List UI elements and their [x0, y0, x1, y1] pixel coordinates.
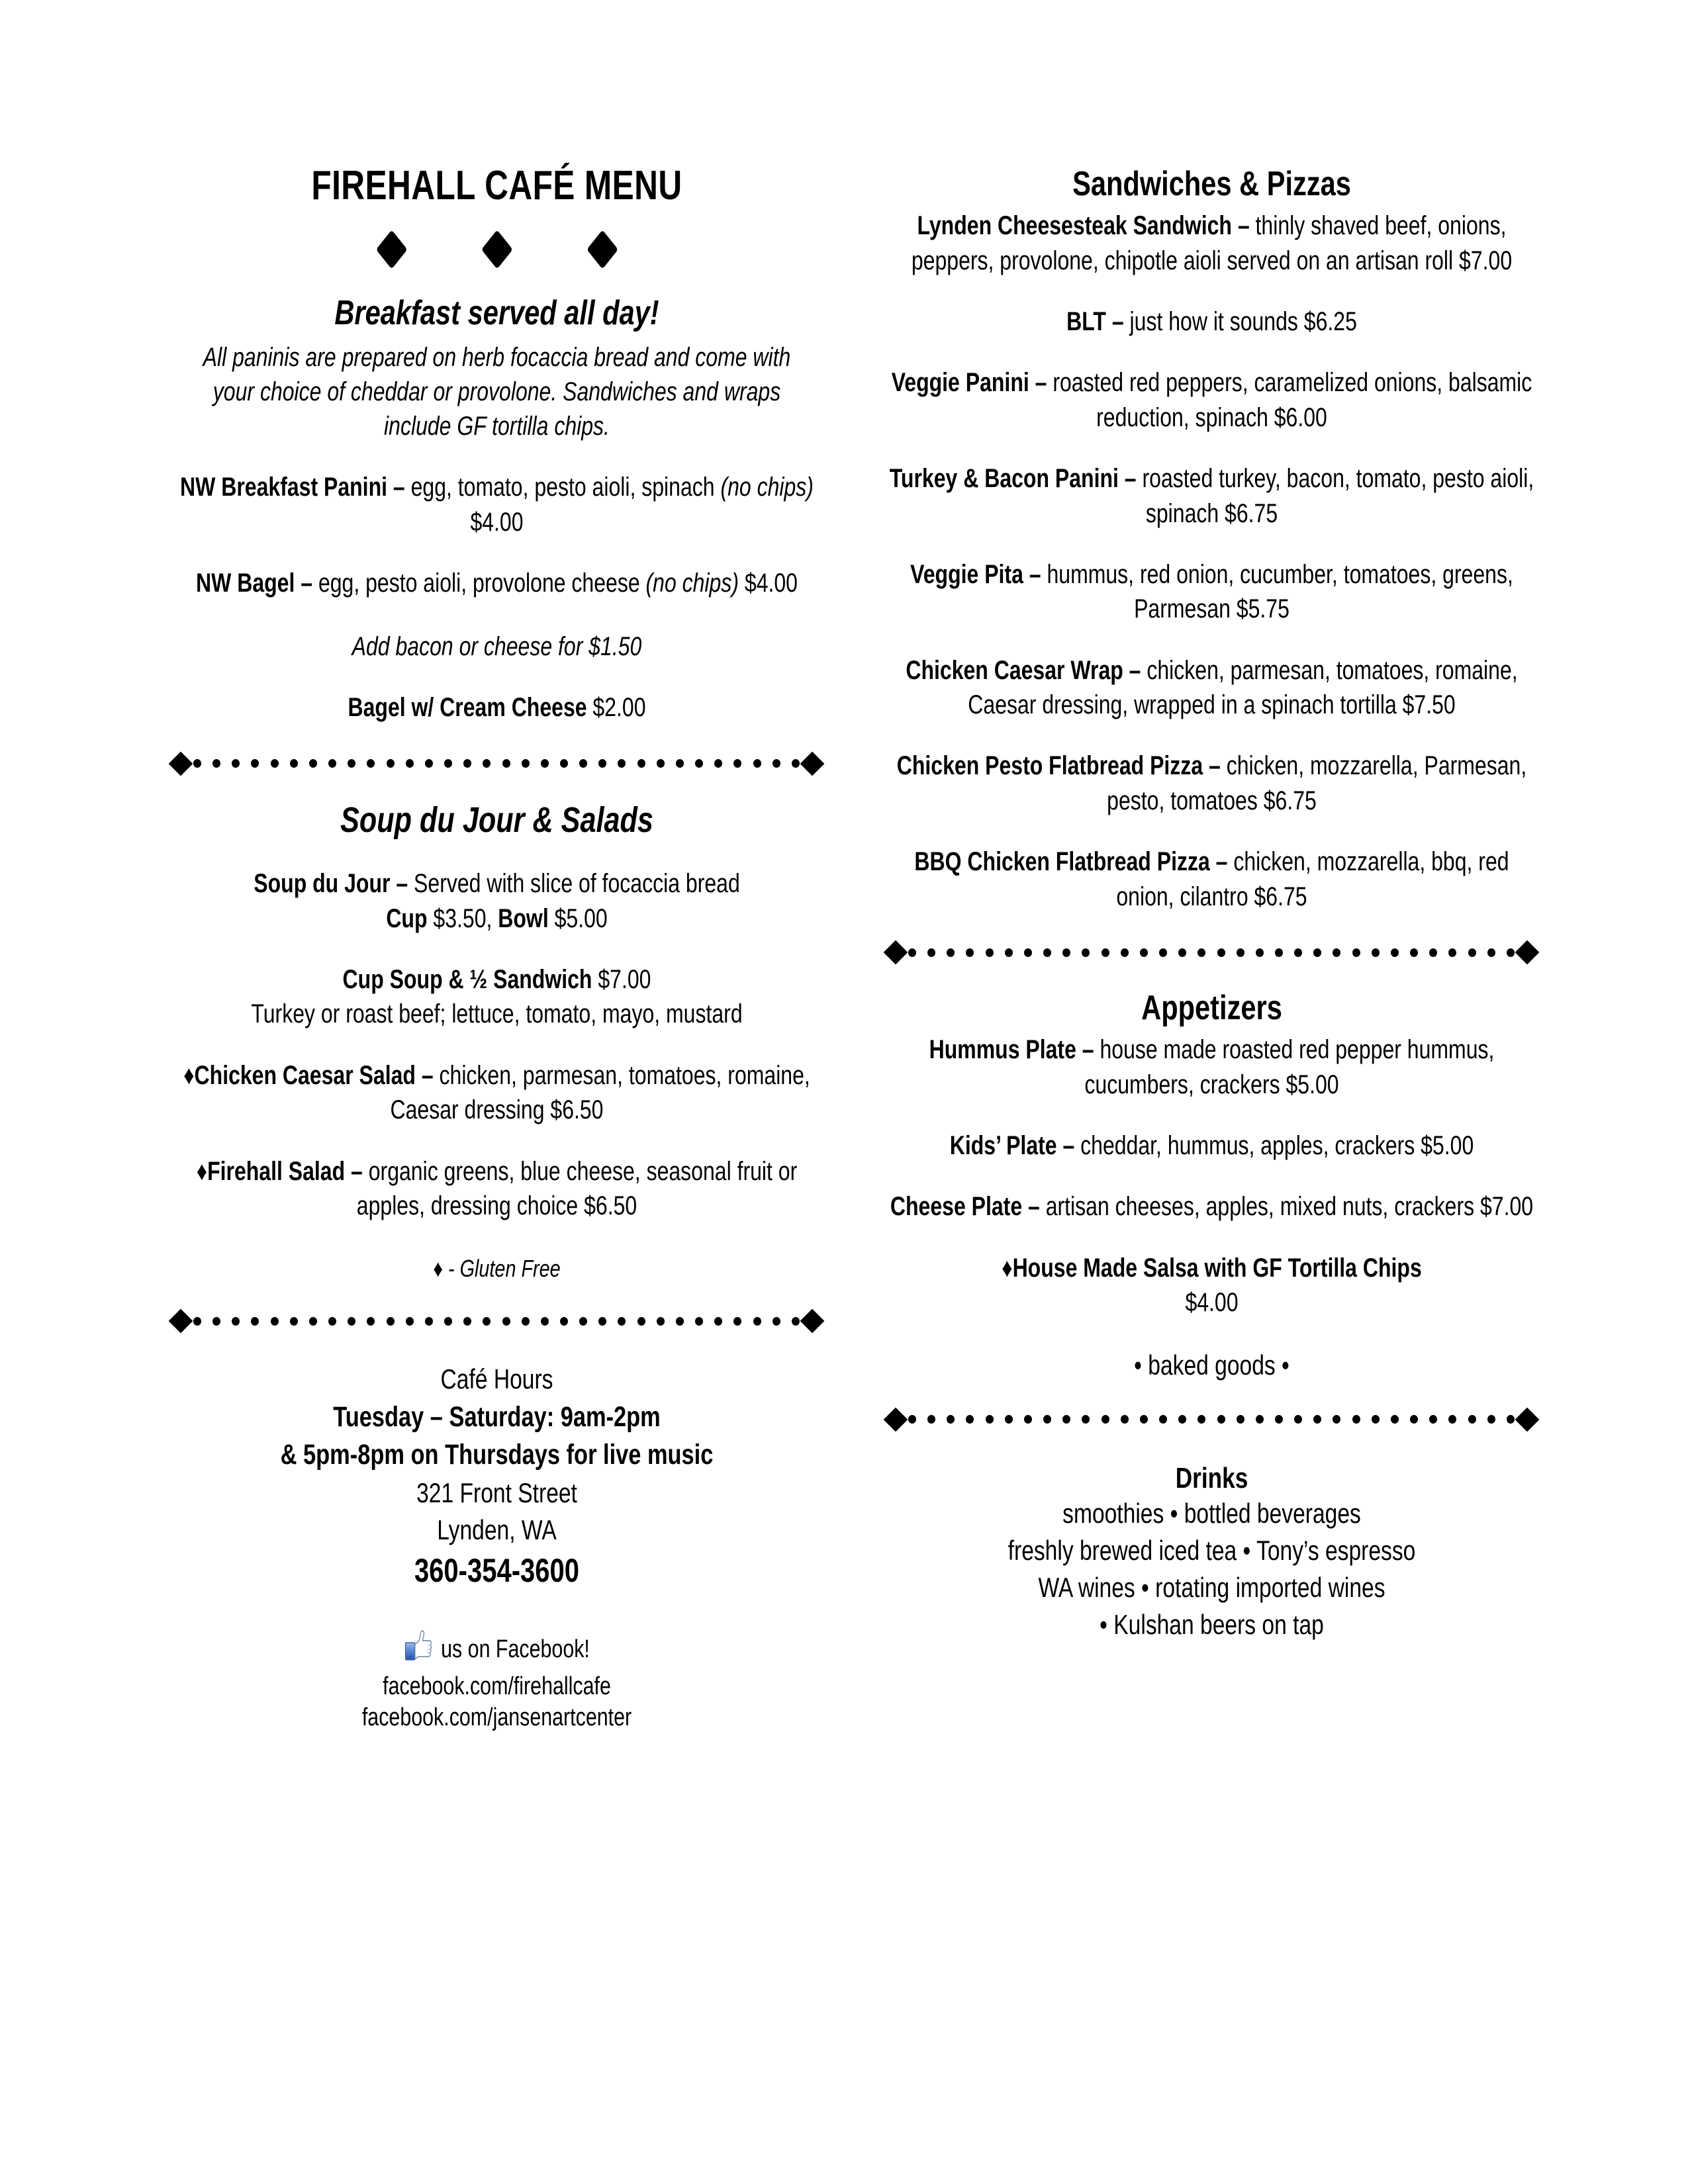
item-description: chicken, mozzarella, bbq, red onion, cilantro $6.75	[1115, 847, 1509, 911]
item-name: Lynden Cheesesteak Sandwich	[917, 211, 1232, 241]
diamond-icon	[375, 230, 407, 269]
item-name: Cheese Plate	[890, 1192, 1022, 1222]
item-description: organic greens, blue cheese, seasonal fruit or apples, dressing choice $6.50	[356, 1156, 797, 1220]
menu-item	[887, 1189, 1536, 1224]
diamond-icon	[586, 230, 618, 269]
item-description: thinly shaved beef, onions, peppers, provolone, chipotle aioli served on an artisan roll $7.00	[911, 211, 1512, 275]
gluten-free-diamond-icon: ♦	[183, 1060, 195, 1090]
breakfast-intro: All paninis are prepared on herb focaccia bread and come with your choice of cheddar or provolone. Sandwiches and wraps include GF tortilla chips.	[203, 343, 790, 441]
item-name: Turkey & Bacon Panini	[889, 464, 1119, 494]
item-dash: –	[1123, 655, 1147, 685]
divider-dots	[193, 751, 800, 777]
item-description: cheddar, hummus, apples, crackers $5.00	[1080, 1131, 1474, 1161]
menu-item	[887, 461, 1536, 531]
diamond-icon	[169, 1309, 193, 1334]
bowl-label: Bowl	[497, 903, 549, 933]
menu-item	[887, 749, 1536, 818]
divider-dots	[908, 939, 1515, 966]
menu-item	[887, 208, 1536, 278]
item-dash: –	[1021, 1192, 1046, 1222]
gluten-free-diamond-icon: ♦	[196, 1156, 207, 1186]
item-name: Soup du Jour	[253, 869, 390, 899]
diamond-icon	[884, 1407, 908, 1432]
page-title: FIREHALL CAFÉ MENU	[310, 163, 682, 208]
thumbs-up-icon	[404, 1628, 434, 1671]
bowl-price: $5.00	[548, 903, 608, 933]
menu-item-bagel-cream-cheese	[172, 690, 821, 725]
diamond-icon	[884, 940, 908, 965]
item-dash: –	[1076, 1035, 1100, 1065]
item-description: roasted turkey, bacon, tomato, pesto aioli, spinach $6.75	[1142, 464, 1534, 528]
facebook-block	[172, 1628, 821, 1734]
section-divider	[887, 1406, 1536, 1433]
diamond-icon	[169, 751, 193, 776]
phone-number: 360-354-3600	[414, 1552, 579, 1590]
address-city: Lynden, WA	[436, 1514, 557, 1546]
drinks-line-4: • Kulshan beers on tap	[1099, 1609, 1324, 1641]
menu-item-chicken-caesar-salad	[172, 1058, 821, 1128]
drinks-heading: Drinks	[1175, 1461, 1248, 1494]
menu-item	[172, 566, 821, 600]
item-description: egg, tomato, pesto aioli, spinach	[410, 473, 720, 502]
item-name: NW Bagel	[195, 569, 295, 598]
item-dash: –	[294, 569, 318, 598]
item-name: Cup Soup & ½ Sandwich	[342, 964, 592, 994]
item-description: chicken, mozzarella, Parmesan, pesto, tomatoes $6.75	[1106, 751, 1526, 815]
item-price: $4.00	[1184, 1288, 1239, 1318]
divider-dots	[193, 1308, 800, 1334]
section-divider	[887, 939, 1536, 966]
menu-item-soup-sandwich-combo	[172, 962, 821, 1032]
section-divider	[172, 1308, 821, 1334]
item-dash: –	[1202, 751, 1227, 781]
diamond-icon	[481, 230, 512, 269]
sandwiches-heading: Sandwiches & Pizzas	[1072, 165, 1351, 203]
soup-salads-heading: Soup du Jour & Salads	[340, 799, 653, 840]
item-dash: –	[1056, 1131, 1080, 1161]
baked-goods-line: • baked goods •	[1133, 1349, 1289, 1381]
divider-dots	[908, 1406, 1515, 1433]
item-dash: –	[387, 473, 411, 502]
left-column	[172, 165, 821, 1734]
item-description: artisan cheeses, apples, mixed nuts, crackers $7.00	[1045, 1192, 1533, 1222]
item-dash: –	[415, 1060, 440, 1090]
breakfast-subtitle: Breakfast served all day!	[334, 294, 659, 332]
contact-block	[172, 1361, 821, 1590]
gluten-free-diamond-icon: ♦	[1001, 1253, 1013, 1283]
diamond-icon	[1515, 940, 1540, 965]
menu-item	[887, 1128, 1536, 1163]
item-description: chicken, parmesan, tomatoes, romaine, Caesar dressing $6.50	[390, 1060, 810, 1125]
item-description: hummus, red onion, cucumber, tomatoes, greens, Parmesan $5.75	[1046, 559, 1513, 624]
item-name: NW Breakfast Panini	[179, 473, 387, 502]
item-price: $4.00	[469, 507, 524, 537]
drinks-line-1: smoothies • bottled beverages	[1062, 1497, 1361, 1529]
diamond-icon	[800, 1309, 825, 1334]
item-name: Bagel w/ Cream Cheese	[347, 693, 587, 723]
menu-item-soup	[172, 866, 821, 936]
menu-item	[887, 844, 1536, 914]
menu-item	[887, 365, 1536, 435]
drinks-line-3: WA wines • rotating imported wines	[1037, 1572, 1385, 1604]
item-dash: –	[1023, 559, 1047, 589]
add-on-note: Add bacon or cheese for $1.50	[352, 632, 641, 662]
item-price: $2.00	[586, 693, 646, 723]
cup-label: Cup	[385, 903, 428, 933]
appetizers-heading: Appetizers	[1141, 989, 1282, 1028]
menu-item	[887, 557, 1536, 627]
drinks-line-2: freshly brewed iced tea • Tony’s espresso	[1008, 1534, 1415, 1566]
right-column	[887, 165, 1536, 1644]
menu-item	[887, 304, 1536, 339]
item-name: Kids’ Plate	[949, 1131, 1057, 1161]
item-name: Chicken Pesto Flatbread Pizza	[896, 751, 1203, 781]
menu-item-house-made-salsa	[887, 1251, 1536, 1320]
item-note: (no chips)	[720, 473, 814, 502]
item-name: BBQ Chicken Flatbread Pizza	[914, 847, 1210, 877]
item-name: Chicken Caesar Wrap	[905, 655, 1123, 685]
item-description: Served with slice of focaccia bread	[413, 869, 740, 899]
item-description: roasted red peppers, caramelized onions, balsamic reduction, spinach $6.00	[1052, 368, 1532, 432]
cafe-hours-line-1: Tuesday – Saturday: 9am-2pm	[332, 1400, 661, 1433]
diamond-icon	[800, 751, 825, 776]
item-dash: –	[1029, 368, 1053, 398]
address-street: 321 Front Street	[416, 1477, 577, 1508]
item-price: $7.00	[591, 964, 651, 994]
item-dash: –	[1231, 211, 1256, 241]
item-name: BLT	[1066, 306, 1106, 336]
facebook-cta-line	[172, 1628, 821, 1671]
item-description: egg, pesto aioli, provolone cheese	[318, 569, 646, 598]
item-name: Hummus Plate	[929, 1035, 1076, 1065]
item-name: House Made Salsa with GF Tortilla Chips	[1012, 1253, 1422, 1283]
item-price: $4.00	[738, 569, 798, 598]
item-dash: –	[1105, 306, 1130, 336]
cafe-hours-label: Café Hours	[440, 1363, 553, 1395]
item-description: chicken, parmesan, tomatoes, romaine, Caesar dressing, wrapped in a spinach tortilla $7.50	[967, 655, 1518, 720]
menu-item	[887, 653, 1536, 723]
item-dash: –	[344, 1156, 369, 1186]
item-name: Firehall Salad	[207, 1156, 345, 1186]
item-dash: –	[389, 869, 414, 899]
item-dash: –	[1209, 847, 1233, 877]
title-diamond-row	[380, 236, 613, 263]
item-dash: –	[1118, 464, 1142, 494]
item-description: Turkey or roast beef; lettuce, tomato, mayo, mustard	[250, 999, 743, 1029]
facebook-url-firehallcafe[interactable]: facebook.com/firehallcafe	[382, 1672, 611, 1700]
item-note: (no chips)	[645, 569, 739, 598]
gluten-free-legend: ♦ - Gluten Free	[432, 1255, 561, 1283]
item-name: Veggie Panini	[891, 368, 1029, 398]
menu-item	[172, 470, 821, 539]
item-name: Chicken Caesar Salad	[194, 1060, 416, 1090]
facebook-cta-label: us on Facebook!	[440, 1635, 590, 1663]
menu-item	[887, 1032, 1536, 1102]
cafe-hours-line-2: & 5pm-8pm on Thursdays for live music	[280, 1439, 713, 1471]
item-description: house made roasted red pepper hummus, cucumbers, crackers $5.00	[1084, 1035, 1494, 1099]
item-name: Veggie Pita	[910, 559, 1023, 589]
section-divider	[172, 751, 821, 777]
facebook-url-jansenartcenter[interactable]: facebook.com/jansenartcenter	[361, 1704, 632, 1732]
cup-price: $3.50,	[427, 903, 498, 933]
item-description: just how it sounds $6.25	[1129, 306, 1357, 336]
diamond-icon	[1515, 1407, 1540, 1432]
menu-item-firehall-salad	[172, 1154, 821, 1224]
